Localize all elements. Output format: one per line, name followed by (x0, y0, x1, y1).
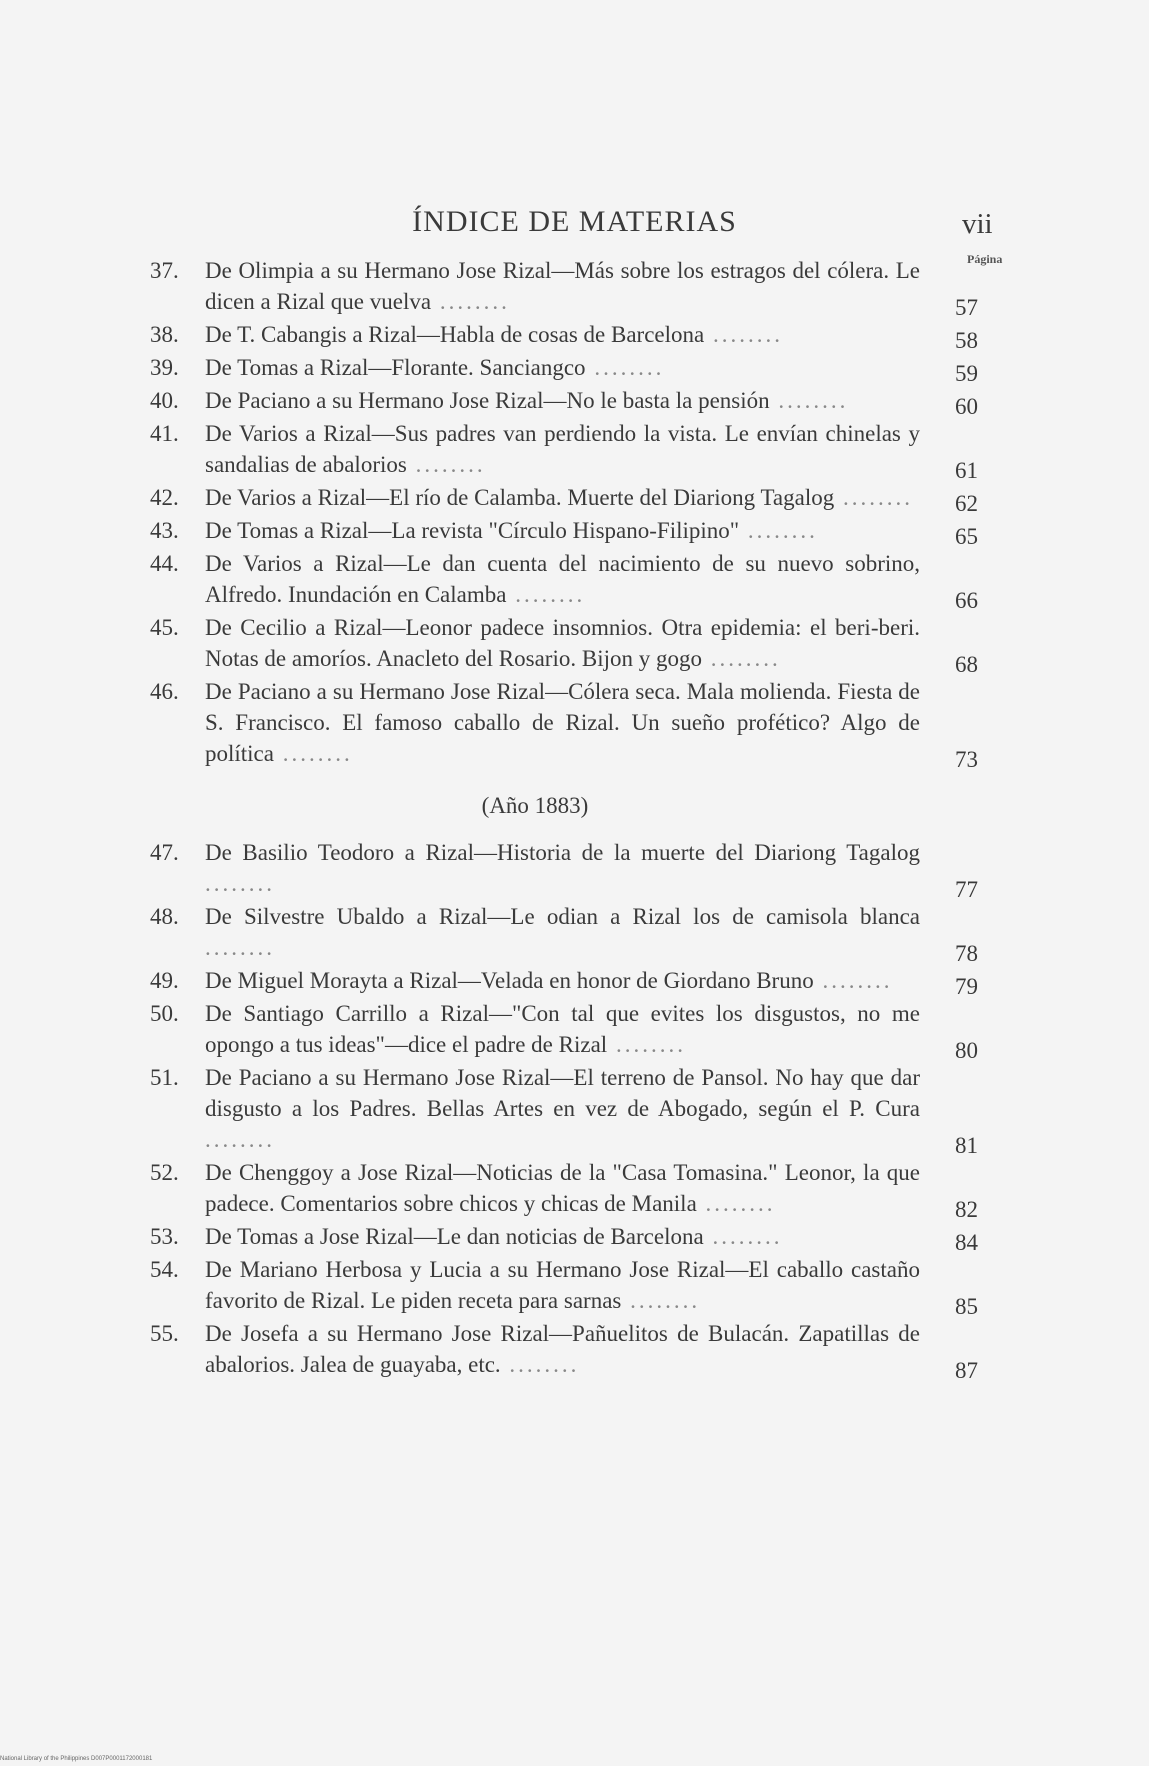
entry-description (205, 837, 920, 899)
entry-description (205, 319, 920, 350)
dot-leader: ........ (205, 935, 275, 960)
entry-page-number: 68 (955, 652, 978, 677)
dot-leader: ........ (506, 582, 586, 607)
entry-number: 51. (150, 1065, 179, 1090)
entry-page-number: 65 (955, 524, 978, 549)
entry-page-number: 77 (955, 877, 978, 902)
entry-number: 42. (150, 485, 179, 510)
entry-description (205, 352, 920, 383)
entry-number: 40. (150, 388, 179, 413)
entry-description (205, 418, 920, 480)
entry-number: 46. (150, 679, 179, 704)
entry-number: 54. (150, 1257, 179, 1282)
entry-page-number: 81 (955, 1133, 978, 1158)
entry-number: 52. (150, 1160, 179, 1185)
entry-number: 49. (150, 968, 179, 993)
toc-entry (150, 352, 990, 386)
entry-description (205, 1157, 920, 1219)
entry-text: De Paciano a su Hermano Jose Rizal—El terreno de Pansol. No hay que dar disgusto a los Padres. Bellas Artes en vez de Abogado, según el P. Cura (205, 1065, 920, 1121)
entry-text: De Josefa a su Hermano Jose Rizal—Pañuelitos de Bulacán. Zapatillas de abalorios. Jalea de guayaba, etc. (205, 1321, 920, 1377)
pagina-label: Página (967, 252, 1003, 266)
toc-entry (150, 418, 990, 483)
entry-description (205, 482, 920, 513)
entry-text: De Varios a Rizal—Sus padres van perdiendo la vista. Le envían chinelas y sandalias de abalorios (205, 421, 920, 477)
toc-entry (150, 1062, 990, 1158)
toc-entry (150, 837, 990, 902)
entry-number: 43. (150, 518, 179, 543)
entry-description (205, 385, 920, 416)
dot-leader: ........ (834, 485, 913, 510)
entry-number: 44. (150, 551, 179, 576)
entry-page-number: 57 (955, 295, 978, 320)
dot-leader: ........ (704, 322, 783, 347)
entry-page-number: 62 (955, 491, 978, 516)
section-year-heading: (Año 1883) (481, 793, 589, 818)
page-number: vii (962, 208, 993, 240)
toc-entry (150, 255, 990, 320)
entry-text: De Varios a Rizal—El río de Calamba. Muerte del Diariong Tagalog (205, 485, 835, 510)
entry-description (205, 1062, 920, 1155)
dot-leader: ........ (500, 1352, 580, 1377)
dot-leader: ........ (585, 355, 665, 380)
dot-leader: ........ (205, 871, 275, 896)
page-title: ÍNDICE DE MATERIAS (412, 205, 737, 238)
entry-text: De Cecilio a Rizal—Leonor padece insomnios. Otra epidemia: el beri-beri. Notas de amoríos. Anacleto del Rosario. Bijon y gogo (205, 615, 920, 671)
entry-page-number: 79 (955, 974, 978, 999)
entry-page-number: 60 (955, 394, 978, 419)
entry-page-number: 80 (955, 1038, 978, 1063)
toc-entry (150, 548, 990, 613)
dot-leader: ........ (696, 1191, 776, 1216)
entry-text: De Tomas a Rizal—La revista "Círculo Hispano-Filipino" (205, 518, 740, 543)
entry-page-number: 82 (955, 1197, 978, 1222)
toc-entry (150, 612, 990, 677)
dot-leader: ........ (703, 1224, 783, 1249)
toc-entry (150, 676, 990, 772)
entry-text: De Olimpia a su Hermano Jose Rizal—Más sobre los estragos del cólera. Le dicen a Rizal que vuelva (205, 258, 920, 314)
dot-leader: ........ (431, 289, 510, 314)
dot-leader: ........ (406, 452, 486, 477)
entry-number: 47. (150, 840, 179, 865)
dot-leader: ........ (769, 388, 849, 413)
entry-text: De Paciano a su Hermano Jose Rizal—Cólera seca. Mala molienda. Fiesta de S. Francisco. El famoso caballo de Rizal. Un sueño profético? Algo de política (205, 679, 920, 766)
entry-page-number: 85 (955, 1294, 978, 1319)
entry-text: De Miguel Morayta a Rizal—Velada en honor de Giordano Bruno (205, 968, 814, 993)
entries-list-2 (150, 837, 990, 1383)
entry-number: 48. (150, 904, 179, 929)
toc-entry (150, 482, 990, 516)
entry-description (205, 1318, 920, 1380)
entry-page-number: 73 (955, 747, 978, 772)
toc-entry (150, 1318, 990, 1383)
entry-number: 37. (150, 258, 179, 283)
entry-page-number: 87 (955, 1358, 978, 1383)
entry-description (205, 612, 920, 674)
entry-page-number: 66 (955, 588, 978, 613)
toc-entry (150, 385, 990, 419)
entry-page-number: 59 (955, 361, 978, 386)
toc-entry (150, 965, 990, 999)
entry-description (205, 965, 920, 996)
entry-description (205, 676, 920, 769)
entry-text: De Paciano a su Hermano Jose Rizal—No le basta la pensión (205, 388, 770, 413)
entry-text: De Mariano Herbosa y Lucia a su Hermano Jose Rizal—El caballo castaño favorito de Rizal. Le piden receta para sarnas (205, 1257, 920, 1313)
entry-text: De T. Cabangis a Rizal—Habla de cosas de Barcelona (205, 322, 705, 347)
entry-number: 38. (150, 322, 179, 347)
entry-text: De Silvestre Ubaldo a Rizal—Le odian a Rizal los de camisola blanca (205, 904, 920, 929)
entry-number: 50. (150, 1001, 179, 1026)
toc-entry (150, 1221, 990, 1255)
dot-leader: ........ (205, 1127, 275, 1152)
dot-leader: ........ (621, 1288, 701, 1313)
entries-list-1 (150, 255, 990, 772)
toc-entry (150, 515, 990, 549)
entry-description (205, 1221, 920, 1252)
entry-description (205, 1254, 920, 1316)
table-of-contents (150, 255, 990, 1382)
entry-page-number: 78 (955, 941, 978, 966)
entry-number: 39. (150, 355, 179, 380)
toc-entry (150, 319, 990, 353)
dot-leader: ........ (739, 518, 818, 543)
entry-page-number: 58 (955, 328, 978, 353)
toc-entry (150, 998, 990, 1063)
entry-page-number: 61 (955, 458, 978, 483)
entry-page-number: 84 (955, 1230, 978, 1255)
entry-text: De Tomas a Rizal—Florante. Sanciangco (205, 355, 586, 380)
entry-text: De Basilio Teodoro a Rizal—Historia de la muerte del Diariong Tagalog (205, 840, 920, 865)
entry-description (205, 998, 920, 1060)
entry-text: De Chenggoy a Jose Rizal—Noticias de la "Casa Tomasina." Leonor, la que padece. Comentarios sobre chicos y chicas de Manila (205, 1160, 920, 1216)
dot-leader: ........ (701, 646, 781, 671)
toc-entry (150, 901, 990, 966)
entry-description (205, 901, 920, 963)
entry-text: De Varios a Rizal—Le dan cuenta del nacimiento de su nuevo sobrino, Alfredo. Inundación en Calamba (205, 551, 920, 607)
toc-entry (150, 1157, 990, 1222)
footer-credit: National Library of the Philippines D007P0001172000181 (0, 1756, 153, 1762)
dot-leader: ........ (607, 1032, 686, 1057)
entry-description (205, 255, 920, 317)
entry-description (205, 548, 920, 610)
entry-number: 41. (150, 421, 179, 446)
dot-leader: ........ (813, 968, 893, 993)
entry-number: 53. (150, 1224, 179, 1249)
entry-description (205, 515, 920, 546)
entry-text: De Santiago Carrillo a Rizal—"Con tal que evites los disgustos, no me opongo a tus ideas"—dice el padre de Rizal (205, 1001, 920, 1057)
toc-entry (150, 1254, 990, 1319)
entry-number: 45. (150, 615, 179, 640)
dot-leader: ........ (273, 741, 353, 766)
entry-number: 55. (150, 1321, 179, 1346)
entry-text: De Tomas a Jose Rizal—Le dan noticias de Barcelona (205, 1224, 704, 1249)
